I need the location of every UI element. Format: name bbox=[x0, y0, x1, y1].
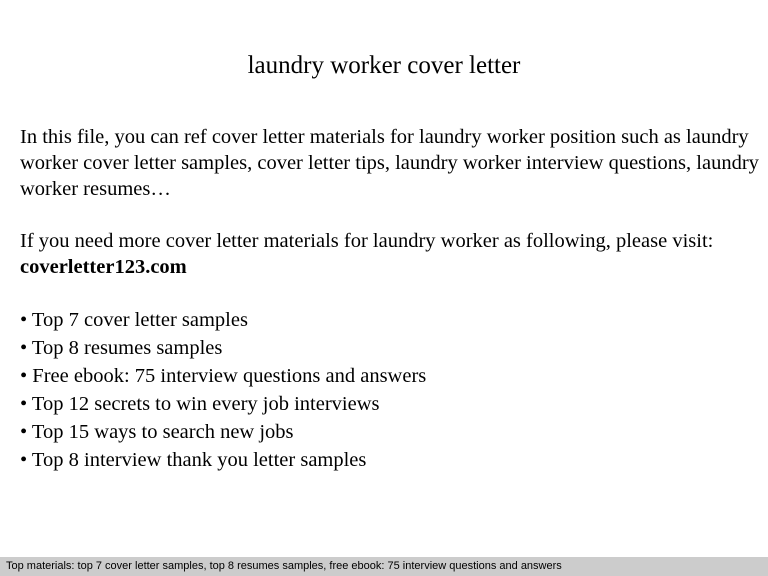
list-item: • Free ebook: 75 interview questions and answers bbox=[20, 365, 427, 387]
materials-list bbox=[20, 306, 760, 474]
list-item: • Top 8 interview thank you letter samples bbox=[20, 449, 367, 471]
visit-paragraph bbox=[20, 228, 760, 280]
document-body bbox=[20, 124, 760, 474]
page-title: laundry worker cover letter bbox=[247, 52, 521, 79]
list-item: • Top 12 secrets to win every job interviews bbox=[20, 393, 380, 415]
visit-text: If you need more cover letter materials for laundry worker as following, please visit: bbox=[20, 230, 714, 252]
list-item: • Top 8 resumes samples bbox=[20, 337, 223, 359]
intro-paragraph: In this file, you can ref cover letter materials for laundry worker position such as laundry worker cover letter samples, cover letter tips, laundry worker interview questions, laundry worker resumes… bbox=[20, 126, 759, 200]
footer-bar: Top materials: top 7 cover letter samples, top 8 resumes samples, free ebook: 75 interview questions and answers bbox=[0, 557, 768, 576]
site-link[interactable]: coverletter123.com bbox=[20, 256, 187, 278]
list-item: • Top 7 cover letter samples bbox=[20, 309, 248, 331]
list-item: • Top 15 ways to search new jobs bbox=[20, 421, 294, 443]
